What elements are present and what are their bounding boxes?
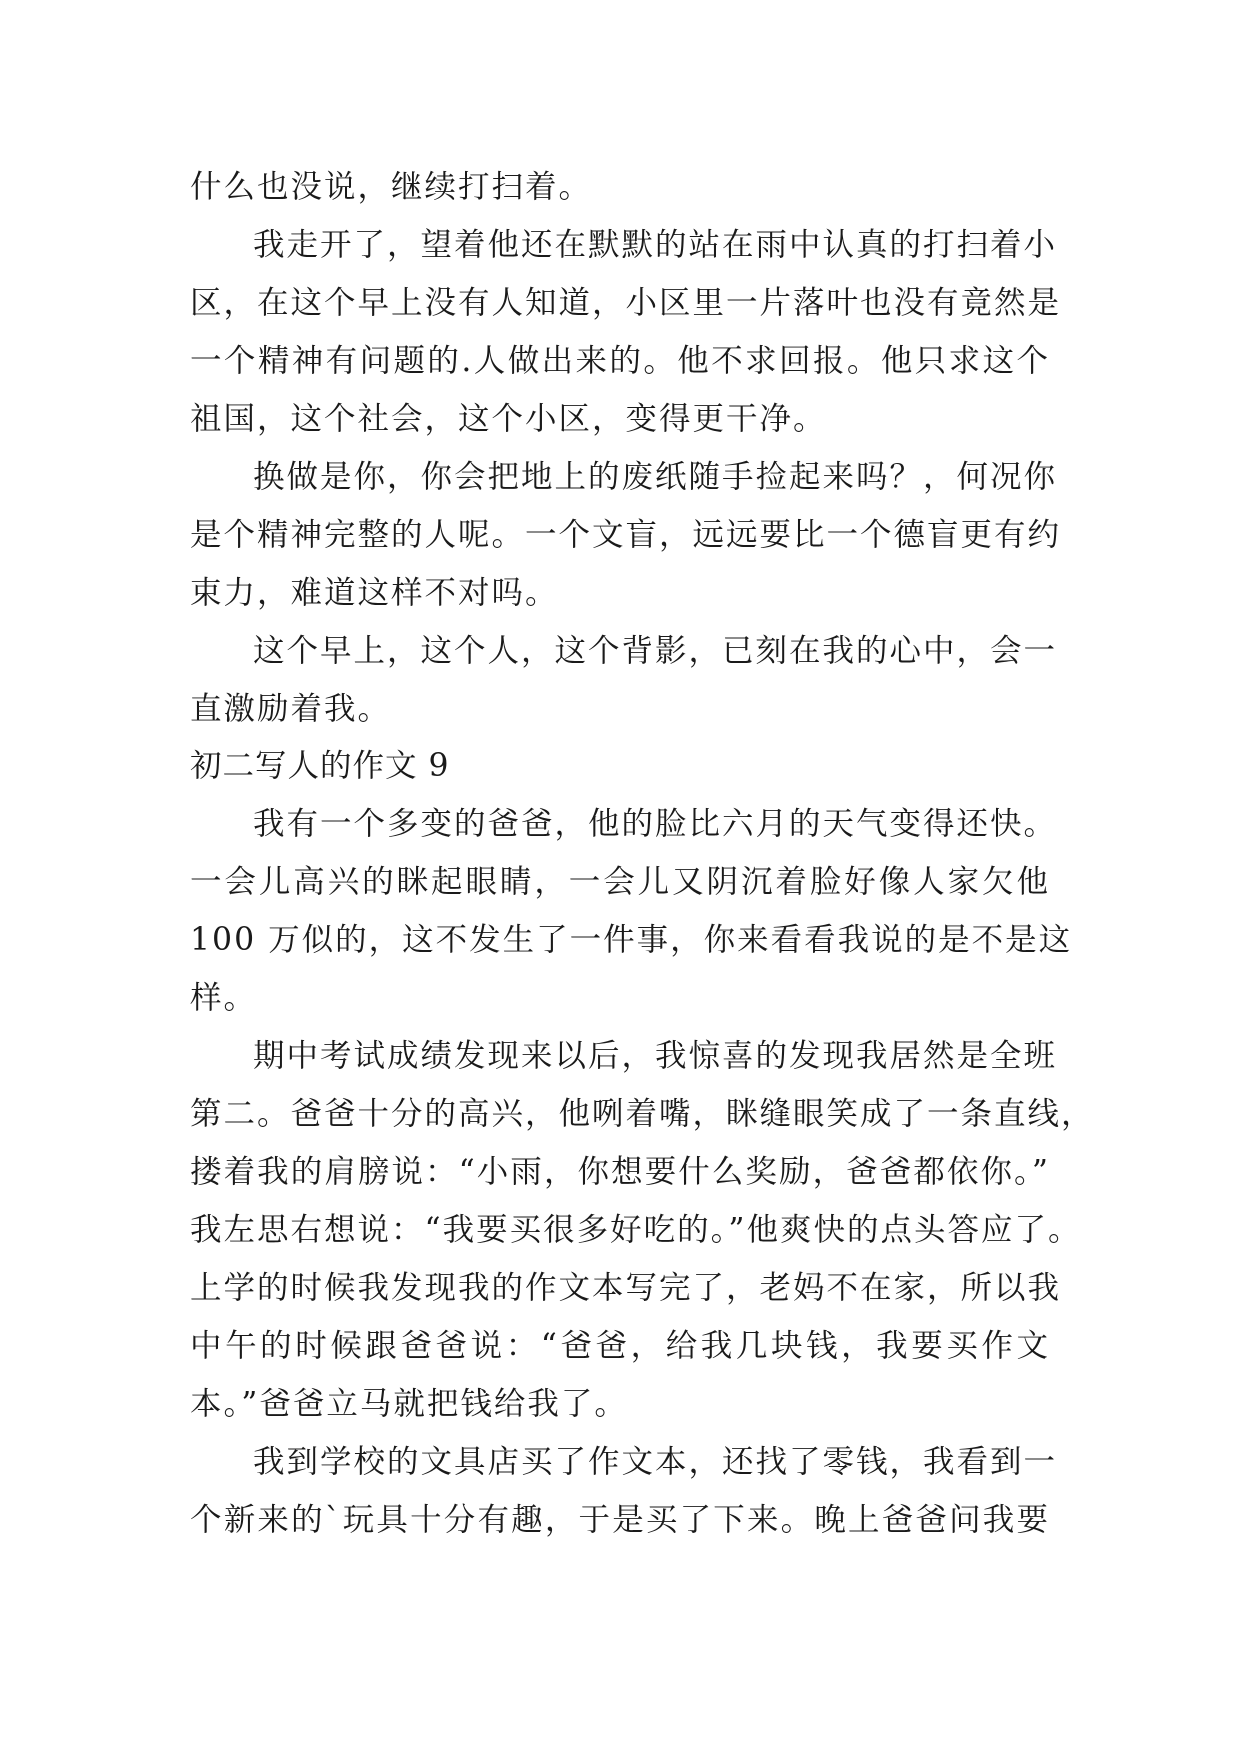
text-line: 直激励着我。: [190, 691, 392, 727]
paragraph: [190, 448, 1062, 622]
text-line: 束力，难道这样不对吗。: [190, 575, 559, 611]
text-line: 一会儿高兴的眯起眼睛，一会儿又阴沉着脸好像人家欠他: [190, 864, 1050, 900]
text-line: 100 万似的，这不发生了一件事，你来看看我说的是不是这: [190, 922, 1073, 958]
document-body: [190, 158, 1095, 1549]
text-line: 什么也没说，继续打扫着。: [190, 169, 593, 205]
text-line: 上学的时候我发现我的作文本写完了，老妈不在家，所以我: [190, 1270, 1062, 1306]
paragraph: [190, 158, 1050, 216]
paragraph: [190, 622, 1058, 738]
paragraph: [190, 1433, 1058, 1549]
section-heading: [190, 738, 1050, 795]
text-line: 本。”爸爸立马就把钱给我了。: [190, 1386, 628, 1422]
text-line: 我到学校的文具店买了作文本，还找了零钱，我看到一: [253, 1444, 1058, 1480]
text-line: 我有一个多变的爸爸，他的脸比六月的天气变得还快。: [253, 806, 1058, 842]
text-line: 区，在这个早上没有人知道，小区里一片落叶也没有竟然是: [190, 285, 1062, 321]
text-line: 搂着我的肩膀说：“小雨，你想要什么奖励，爸爸都依你。”: [190, 1154, 1050, 1190]
text-line: 我左思右想说：“我要买很多好吃的。”他爽快的点头答应了。: [190, 1212, 1082, 1248]
paragraph: [190, 795, 1073, 1027]
paragraph: [190, 216, 1062, 448]
text-line: 换做是你，你会把地上的废纸随手捡起来吗？，何况你: [253, 459, 1058, 495]
text-line: 是个精神完整的人呢。一个文盲，远远要比一个德盲更有约: [190, 517, 1062, 553]
text-line: 我走开了，望着他还在默默的站在雨中认真的打扫着小: [253, 227, 1058, 263]
text-line: 这个早上，这个人，这个背影，已刻在我的心中，会一: [253, 633, 1058, 669]
text-line: 样。: [190, 980, 258, 1016]
text-line: 期中考试成绩发现来以后，我惊喜的发现我居然是全班: [253, 1038, 1058, 1074]
heading-text: 初二写人的作文 9: [190, 748, 450, 784]
text-line: 祖国，这个社会，这个小区，变得更干净。: [190, 401, 827, 437]
text-line: 第二。爸爸十分的高兴，他咧着嘴，眯缝眼笑成了一条直线，: [190, 1096, 1095, 1132]
text-line: 一个精神有问题的.人做出来的。他不求回报。他只求这个: [190, 343, 1050, 379]
text-line: 个新来的`玩具十分有趣，于是买了下来。晚上爸爸问我要: [190, 1502, 1050, 1538]
paragraph: [190, 1027, 1095, 1433]
text-line: 中午的时候跟爸爸说：“爸爸，给我几块钱，我要买作文: [190, 1328, 1050, 1364]
